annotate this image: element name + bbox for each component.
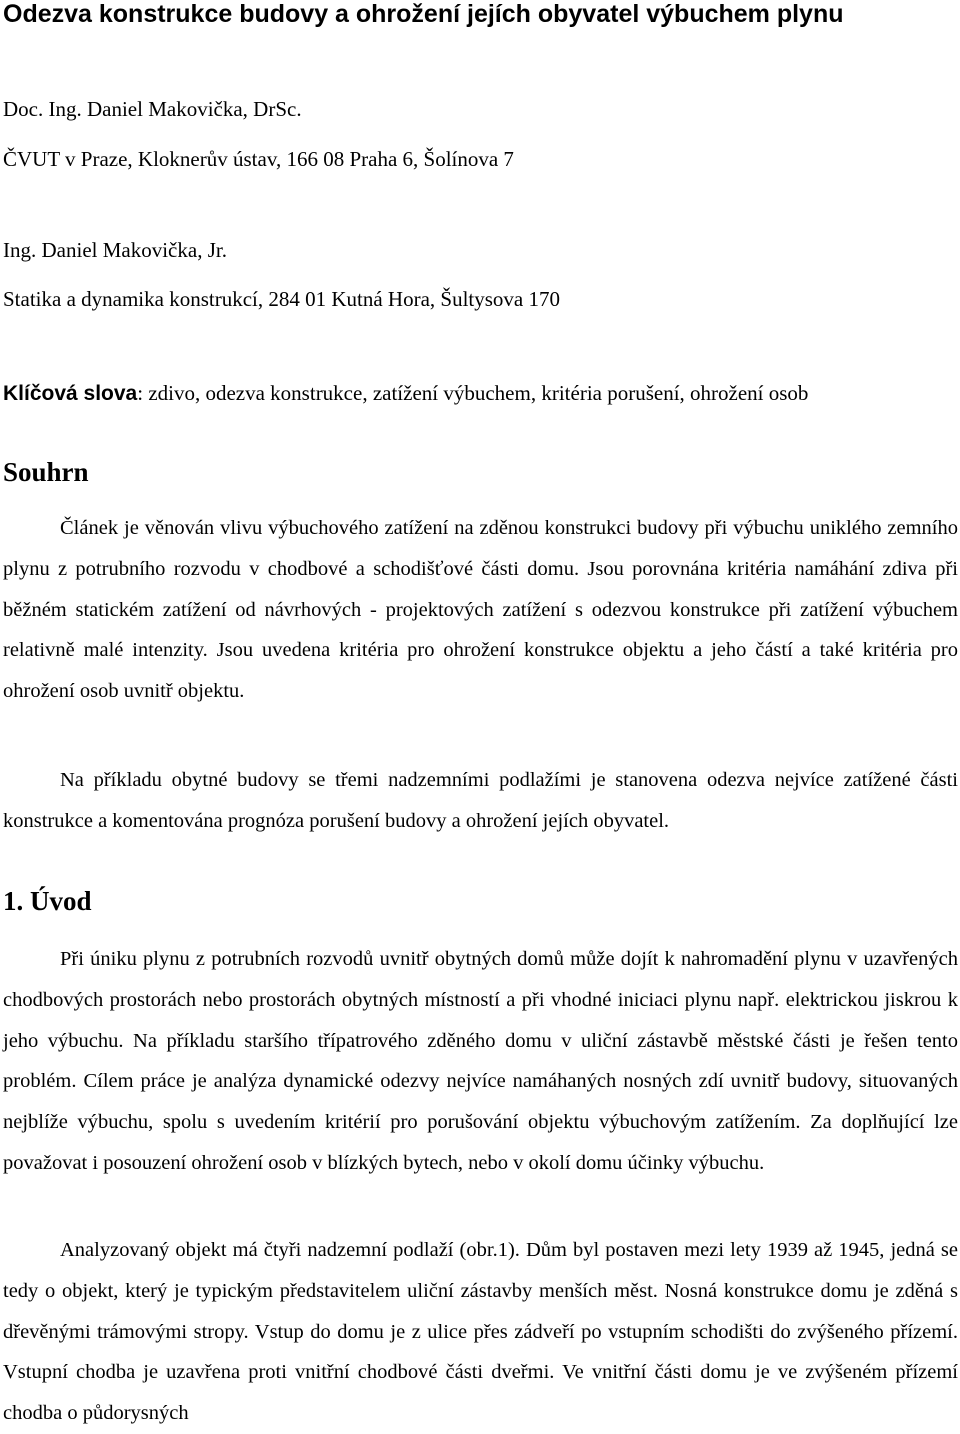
intro-paragraph-2: Analyzovaný objekt má čtyři nadzemní podlaží (obr.1). Dům byl postaven mezi lety 1939 až 1945, jedná se tedy o objekt, který je typickým představitelem uliční zástavby menších měst. Nosná konstrukce domu je zděná s dřevěnými trámovými stropy. Vstup do domu je z ulice přes zádveří po vstupním schodišti do zvýšeného přízemí. Vstupní chodba je uzavřena proti vnitřní chodbové části dveřmi. Ve vnitřní části domu je ve zvýšeném přízemí chodba o půdorysných bbox=[3, 1239, 958, 1425]
summary-heading: Souhrn bbox=[3, 457, 89, 487]
intro-heading: 1. Úvod bbox=[3, 886, 92, 916]
summary-paragraph-1: Článek je věnován vlivu výbuchového zatížení na zděnou konstrukci budovy při výbuchu uniklého zemního plynu z potrubního rozvodu v chodbové a schodišťové části domu. Jsou porovnána kritéria namáhání zdiva při běžném statickém zatížení od návrhových - projektových zatížení s odezvou konstrukce při zatížení výbuchem relativně malé intenzity. Jsou uvedena kritéria pro ohrožení konstrukce objektu a jeho částí a také kritéria pro ohrožení osob uvnitř objektu. bbox=[3, 517, 958, 703]
author-2-affiliation: Statika a dynamika konstrukcí, 284 01 Kutná Hora, Šultysova 170 bbox=[3, 287, 561, 311]
keywords-line bbox=[3, 380, 808, 407]
author-1-name: Doc. Ing. Daniel Makovička, DrSc. bbox=[3, 97, 302, 121]
author-1-affiliation: ČVUT v Praze, Kloknerův ústav, 166 08 Praha 6, Šolínova 7 bbox=[3, 147, 514, 171]
keywords-text: : zdivo, odezva konstrukce, zatížení výbuchem, kritéria porušení, ohrožení osob bbox=[137, 381, 809, 405]
summary-paragraph-2: Na příkladu obytné budovy se třemi nadzemními podlažími je stanovena odezva nejvíce zatížené části konstrukce a komentována prognóza porušení budovy a ohrožení jejích obyvatel. bbox=[3, 769, 958, 832]
intro-paragraph-1: Při úniku plynu z potrubních rozvodů uvnitř obytných domů může dojít k nahromadění plynu v uzavřených chodbových prostorách nebo prostorách obytných místností a při vhodné iniciaci plynu např. elektrickou jiskrou k jeho výbuchu. Na příkladu staršího třípatrového zděného domu v uliční zástavbě městské části je řešen tento problém. Cílem práce je analýza dynamické odezvy nejvíce namáhaných nosných zdí uvnitř budovy, situovaných nejblíže výbuchu, spolu s uvedením kritérií pro porušování objektu výbuchovým zatížením. Za doplňující lze považovat i posouzení ohrožení osob v blízkých bytech, nebo v okolí domu účinky výbuchu. bbox=[3, 948, 958, 1174]
author-2-name: Ing. Daniel Makovička, Jr. bbox=[3, 238, 227, 262]
keywords-label: Klíčová slova bbox=[3, 382, 138, 405]
paper-title: Odezva konstrukce budovy a ohrožení jejích obyvatel výbuchem plynu bbox=[3, 0, 844, 28]
